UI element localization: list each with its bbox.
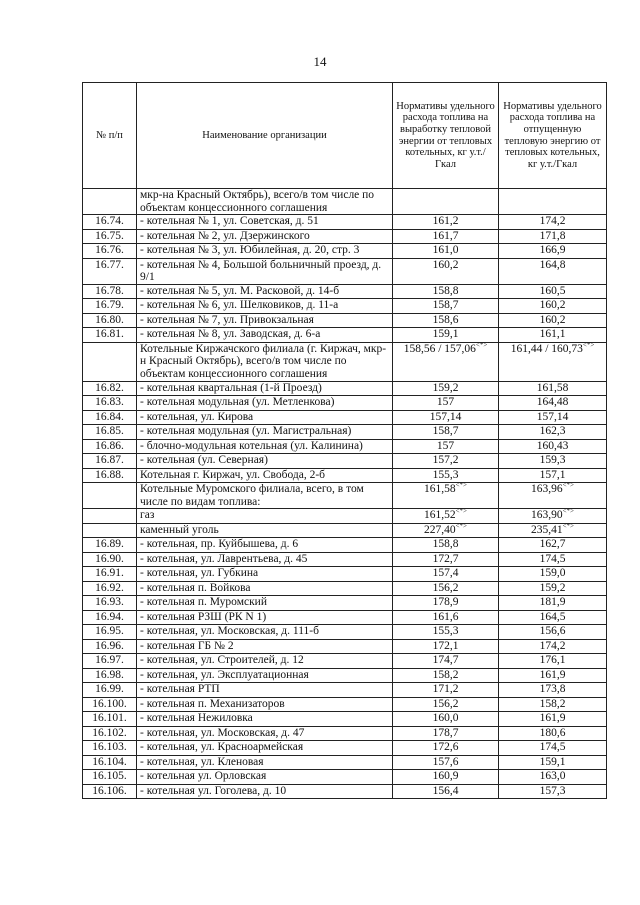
value-text: 162,3 [539,425,566,438]
organization-name: Котельные Муромского филиала, всего, в том числе по видам топлива: [137,483,393,509]
row-number: 16.85. [83,425,137,440]
norm-value-1 [393,381,499,396]
header-col1: Нормативы удельного расхода топлива на выработку тепловой энергии от тепловых котельных, кг у.т./Гкал [393,83,499,189]
table-row [83,342,607,381]
row-number: 16.98. [83,668,137,683]
row-number: 16.88. [83,468,137,483]
value-text: 235,41 [530,523,563,536]
norm-value-1 [393,454,499,469]
norm-value-1 [393,654,499,669]
table-row [83,229,607,244]
organization-name: - котельная РЗШ (РК N 1) [137,610,393,625]
norm-value-1 [393,396,499,411]
organization-name: - блочно-модульная котельная (ул. Калинина) [137,439,393,454]
norm-value-1 [393,313,499,328]
value-text: 174,5 [539,552,566,565]
norm-value-2 [499,755,607,770]
norm-value-1 [393,483,499,509]
value-text: 157,2 [432,454,459,467]
value-text: 157,6 [432,755,459,768]
value-text: 174,2 [539,639,566,652]
value-text: 158,8 [432,284,459,297]
norm-value-2 [499,596,607,611]
value-text: 159,1 [539,755,566,768]
norm-value-1 [393,784,499,799]
row-number [83,342,137,381]
row-number: 16.100. [83,697,137,712]
value-text: 156,2 [432,697,459,710]
norm-value-1 [393,229,499,244]
value-text: 161,9 [539,668,566,681]
row-number: 16.74. [83,215,137,230]
row-number: 16.75. [83,229,137,244]
organization-name: - котельная модульная (ул. Метленкова) [137,396,393,411]
row-number: 16.94. [83,610,137,625]
value-text: 161,9 [539,712,566,725]
value-text: 174,7 [432,654,459,667]
norm-value-2 [499,639,607,654]
table-row [83,683,607,698]
row-number: 16.78. [83,284,137,299]
organization-name: каменный уголь [137,523,393,538]
organization-name: - котельная № 1, ул. Советская, д. 51 [137,215,393,230]
table-row [83,741,607,756]
value-text: 166,9 [539,244,566,257]
value-text: 157,4 [432,567,459,580]
norm-value-2 [499,328,607,343]
table-row [83,410,607,425]
norm-value-1 [393,697,499,712]
value-text: 157,3 [539,784,566,797]
norm-value-2 [499,741,607,756]
organization-name: Котельные Киржачского филиала (г. Киржач, мкр-н Красный Октябрь), всего/в том числе по объектам концессионного соглашения [137,342,393,381]
row-number [83,189,137,215]
norm-value-1 [393,258,499,284]
norm-value-1 [393,425,499,440]
norm-value-1 [393,581,499,596]
norm-value-1 [393,552,499,567]
value-text: 160,2 [432,258,459,271]
value-text: 159,1 [432,328,459,341]
norm-value-2 [499,454,607,469]
norm-value-1 [393,439,499,454]
table-row [83,567,607,582]
table-row [83,552,607,567]
table-row [83,668,607,683]
value-text: 161,2 [432,215,459,228]
table-row [83,396,607,411]
norm-value-2 [499,625,607,640]
value-text: 157,1 [539,468,566,481]
row-number: 16.92. [83,581,137,596]
row-number: 16.76. [83,244,137,259]
organization-name: - котельная № 3, ул. Юбилейная, д. 20, стр. 3 [137,244,393,259]
value-text: 160,5 [539,284,566,297]
table-row [83,483,607,509]
norm-value-2 [499,439,607,454]
value-text: 160,2 [539,299,566,312]
norm-value-2 [499,342,607,381]
footnote-mark: <*> [455,523,468,530]
value-text: 161,0 [432,244,459,257]
organization-name: - котельная, ул. Строителей, д. 12 [137,654,393,669]
row-number: 16.96. [83,639,137,654]
table-row [83,697,607,712]
table-row [83,468,607,483]
row-number: 16.106. [83,784,137,799]
norm-value-2 [499,784,607,799]
footnote-mark: <*> [562,523,575,530]
value-text: 160,43 [536,439,569,452]
organization-name: - котельная Нежиловка [137,712,393,727]
row-number: 16.104. [83,755,137,770]
organization-name: - котельная модульная (ул. Магистральная) [137,425,393,440]
norm-value-1 [393,567,499,582]
norm-value-2 [499,610,607,625]
norm-value-1 [393,755,499,770]
norm-value-1 [393,509,499,524]
organization-name: - котельная № 4, Большой больничный проезд, д. 9/1 [137,258,393,284]
value-text: 158,2 [539,697,566,710]
norms-table [82,82,607,799]
value-text: 174,5 [539,741,566,754]
norm-value-2 [499,244,607,259]
table-row [83,639,607,654]
norm-value-2 [499,668,607,683]
row-number [83,523,137,538]
value-text: 155,3 [432,468,459,481]
organization-name: - котельная, ул. Эксплуатационная [137,668,393,683]
table-row [83,523,607,538]
norm-value-1 [393,596,499,611]
value-text: 161,7 [432,229,459,242]
organization-name: - котельная, пр. Куйбышева, д. 6 [137,538,393,553]
table-row [83,328,607,343]
organization-name: - котельная, ул. Кленовая [137,755,393,770]
value-text: 161,52 [423,509,456,522]
row-number: 16.105. [83,770,137,785]
norm-value-2 [499,523,607,538]
value-text: 160,0 [432,712,459,725]
value-text: 157 [436,396,455,409]
row-number: 16.84. [83,410,137,425]
header-name: Наименование организации [137,83,393,189]
norm-value-2 [499,683,607,698]
value-text: 161,58 [423,483,456,496]
value-text: 161,44 / 160,73 [510,342,583,355]
norm-value-2 [499,215,607,230]
organization-name: - котельная ул. Гоголева, д. 10 [137,784,393,799]
norm-value-2 [499,726,607,741]
row-number: 16.103. [83,741,137,756]
row-number [83,483,137,509]
organization-name: - котельная п. Муромский [137,596,393,611]
norm-value-1 [393,639,499,654]
value-text: 181,9 [539,596,566,609]
norm-value-2 [499,284,607,299]
value-text: 164,8 [539,258,566,271]
value-text: 161,6 [432,610,459,623]
value-text: 158,56 / 157,06 [403,342,476,355]
norm-value-2 [499,410,607,425]
norm-value-1 [393,610,499,625]
value-text: 159,2 [539,581,566,594]
table-row [83,784,607,799]
norm-value-1 [393,683,499,698]
norm-value-1 [393,342,499,381]
table-row [83,381,607,396]
value-text: 172,6 [432,741,459,754]
footnote-mark: <*> [562,508,575,516]
norm-value-2 [499,299,607,314]
norm-value-1 [393,244,499,259]
header-col2: Нормативы удельного расхода топлива на отпущенную тепловую энергию от тепловых котельных, кг у.т./Гкал [499,83,607,189]
norm-value-2 [499,712,607,727]
organization-name: - котельная п. Механизаторов [137,697,393,712]
row-number: 16.80. [83,313,137,328]
organization-name: - котельная, ул. Красноармейская [137,741,393,756]
row-number: 16.93. [83,596,137,611]
value-text: 157,14 [536,410,569,423]
table-row [83,284,607,299]
organization-name: - котельная (ул. Северная) [137,454,393,469]
table-row [83,596,607,611]
value-text: 162,7 [539,538,566,551]
value-text: 180,6 [539,726,566,739]
organization-name: - котельная квартальная (1-й Проезд) [137,381,393,396]
norm-value-1 [393,215,499,230]
norm-value-2 [499,567,607,582]
norm-value-2 [499,697,607,712]
table-row [83,313,607,328]
value-text: 171,2 [432,683,459,696]
norm-value-1 [393,741,499,756]
table-row [83,755,607,770]
row-number: 16.91. [83,567,137,582]
table-row [83,610,607,625]
row-number [83,509,137,524]
row-number: 16.97. [83,654,137,669]
norm-value-2 [499,381,607,396]
value-text: 158,7 [432,299,459,312]
header-num: № п/п [83,83,137,189]
norm-value-1 [393,299,499,314]
row-number: 16.81. [83,328,137,343]
norm-value-1 [393,726,499,741]
value-text: 158,6 [432,313,459,326]
table-row [83,244,607,259]
value-text: 159,0 [539,567,566,580]
norm-value-1 [393,284,499,299]
organization-name: - котельная, ул. Лаврентьева, д. 45 [137,552,393,567]
row-number: 16.102. [83,726,137,741]
footnote-mark: <*> [582,342,595,349]
norm-value-2 [499,229,607,244]
value-text: 164,48 [536,396,569,409]
value-text: 157,14 [429,410,462,423]
row-number: 16.101. [83,712,137,727]
value-text: 176,1 [539,654,566,667]
value-text: 156,4 [432,784,459,797]
value-text: 160,9 [432,770,459,783]
norm-value-1 [393,468,499,483]
value-text: 159,2 [432,381,459,394]
organization-name: - котельная № 5, ул. М. Расковой, д. 14-б [137,284,393,299]
table-row [83,299,607,314]
organization-name: мкр-на Красный Октябрь), всего/в том числе по объектам концессионного соглашения [137,189,393,215]
value-text: 171,8 [539,229,566,242]
row-number: 16.86. [83,439,137,454]
organization-name: - котельная № 8, ул. Заводская, д. 6-а [137,328,393,343]
norm-value-2 [499,468,607,483]
organization-name: - котельная, ул. Московская, д. 111-б [137,625,393,640]
value-text: 158,2 [432,668,459,681]
value-text: 173,8 [539,683,566,696]
value-text: 172,7 [432,552,459,565]
organization-name: - котельная, ул. Кирова [137,410,393,425]
table-row [83,189,607,215]
norm-value-2 [499,258,607,284]
row-number: 16.82. [83,381,137,396]
footnote-mark: <*> [562,482,575,490]
norm-value-2 [499,189,607,215]
row-number: 16.83. [83,396,137,411]
norm-value-2 [499,483,607,509]
value-text: 155,3 [432,625,459,638]
value-text: 163,96 [530,483,563,496]
footnote-mark: <*> [455,482,468,490]
value-text: 163,0 [539,770,566,783]
value-text: 178,7 [432,726,459,739]
value-text: 227,40 [423,523,456,536]
footnote-mark: <*> [475,342,488,349]
organization-name: - котельная № 2, ул. Дзержинского [137,229,393,244]
norm-value-2 [499,313,607,328]
value-text: 158,8 [432,538,459,551]
norm-value-2 [499,509,607,524]
table-row [83,654,607,669]
norm-value-2 [499,654,607,669]
page-number: 14 [313,54,327,69]
norm-value-1 [393,625,499,640]
value-text: 164,5 [539,610,566,623]
row-number: 16.90. [83,552,137,567]
table-row [83,770,607,785]
organization-name: - котельная, ул. Московская, д. 47 [137,726,393,741]
norm-value-1 [393,538,499,553]
norm-value-1 [393,410,499,425]
table-row [83,581,607,596]
value-text: 174,2 [539,215,566,228]
norm-value-1 [393,770,499,785]
row-number: 16.89. [83,538,137,553]
value-text: 160,2 [539,313,566,326]
norm-value-1 [393,712,499,727]
value-text: 158,7 [432,425,459,438]
table-row [83,712,607,727]
organization-name: - котельная № 7, ул. Привокзальная [137,313,393,328]
table-row [83,625,607,640]
organization-name: газ [137,509,393,524]
norm-value-1 [393,328,499,343]
row-number: 16.87. [83,454,137,469]
norm-value-2 [499,581,607,596]
value-text: 159,3 [539,454,566,467]
table-row [83,215,607,230]
value-text: 156,6 [539,625,566,638]
organization-name: - котельная РТП [137,683,393,698]
row-number: 16.77. [83,258,137,284]
value-text: 163,90 [530,509,563,522]
norm-value-2 [499,770,607,785]
row-number: 16.95. [83,625,137,640]
table-row [83,439,607,454]
table-body [83,189,607,799]
row-number: 16.79. [83,299,137,314]
norm-value-2 [499,552,607,567]
row-number: 16.99. [83,683,137,698]
value-text: 172,1 [432,639,459,652]
table-row [83,509,607,524]
value-text: 157 [436,439,455,452]
value-text: 161,58 [536,381,569,394]
table-row [83,425,607,440]
norm-value-2 [499,396,607,411]
norm-value-1 [393,523,499,538]
norm-value-2 [499,538,607,553]
table-row [83,258,607,284]
norm-value-1 [393,668,499,683]
organization-name: Котельная г. Киржач, ул. Свобода, 2-б [137,468,393,483]
table-row [83,538,607,553]
table-row [83,726,607,741]
footnote-mark: <*> [455,508,468,516]
norm-value-2 [499,425,607,440]
table-row [83,454,607,469]
value-text: 161,1 [539,328,566,341]
organization-name: - котельная, ул. Губкина [137,567,393,582]
value-text: 178,9 [432,596,459,609]
organization-name: - котельная № 6, ул. Шелковиков, д. 11-а [137,299,393,314]
norm-value-1 [393,189,499,215]
organization-name: - котельная ГБ № 2 [137,639,393,654]
organization-name: - котельная п. Войкова [137,581,393,596]
organization-name: - котельная ул. Орловская [137,770,393,785]
value-text: 156,2 [432,581,459,594]
